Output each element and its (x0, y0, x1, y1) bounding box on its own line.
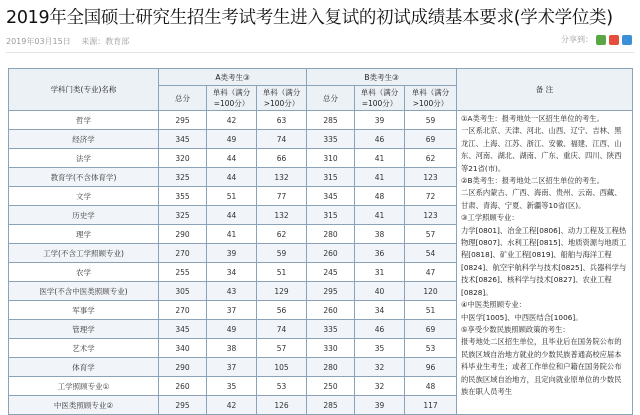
share-bar (561, 34, 632, 45)
b-total-cell: 280 (307, 358, 355, 377)
a-singlegt100-cell: 74 (257, 130, 307, 149)
subject-name: 哲学 (9, 111, 159, 130)
b-single100-cell: 40 (355, 282, 405, 301)
b-single100-cell: 39 (355, 396, 405, 415)
b-total-cell: 260 (307, 301, 355, 320)
b-single100-cell: 36 (355, 244, 405, 263)
b-single100-cell: 35 (355, 339, 405, 358)
subject-name: 医学(不含中医类照顾专业) (9, 282, 159, 301)
a-total-cell: 325 (159, 206, 207, 225)
b-single100-cell: 41 (355, 149, 405, 168)
b-total-cell: 285 (307, 396, 355, 415)
b-single100-cell: 48 (355, 187, 405, 206)
b-singlegt100-cell: 51 (405, 301, 457, 320)
a-single100-cell: 38 (207, 339, 257, 358)
table-row (9, 111, 633, 130)
note-line: 中医学[1005]、中西医结合[1006]。 (461, 312, 583, 322)
a-singlegt100-cell: 59 (257, 244, 307, 263)
subject-name: 法学 (9, 149, 159, 168)
b-total-cell: 310 (307, 149, 355, 168)
note-line: ①A类考生：报考地处一区招生单位的考生。 (461, 114, 604, 123)
subject-name: 历史学 (9, 206, 159, 225)
a-total-header: 总分 (159, 86, 207, 111)
b-total-cell: 335 (307, 320, 355, 339)
b-singlegt100-cell: 47 (405, 263, 457, 282)
note-line: ④中医类照顾专业： (461, 300, 526, 310)
b-singlegt100-cell: 59 (405, 111, 457, 130)
a-single100-cell: 34 (207, 263, 257, 282)
b-single100-cell: 41 (355, 206, 405, 225)
a-total-cell: 270 (159, 301, 207, 320)
subject-name: 管理学 (9, 320, 159, 339)
b-singlegt100-cell: 48 (405, 377, 457, 396)
a-singlegt100-cell: 74 (257, 320, 307, 339)
notes-header: 备 注 (457, 69, 633, 111)
weibo-share-icon[interactable] (609, 35, 619, 45)
qzone-share-icon[interactable] (622, 35, 632, 45)
note-line: ②B类考生：报考地处二区招生单位的考生。 (461, 176, 604, 186)
b-single100-cell: 38 (355, 225, 405, 244)
b-single100-cell: 31 (355, 263, 405, 282)
b-singlegt100-cell: 62 (405, 149, 457, 168)
subject-header: 学科门类(专业)名称 (9, 69, 159, 111)
a-total-cell: 270 (159, 244, 207, 263)
a-single100-cell: 44 (207, 206, 257, 225)
a-total-cell: 260 (159, 377, 207, 396)
a-singlegt100-cell: 63 (257, 111, 307, 130)
a-total-cell: 345 (159, 130, 207, 149)
subject-name: 农学 (9, 263, 159, 282)
a-total-cell: 295 (159, 396, 207, 415)
a-single100-cell: 39 (207, 244, 257, 263)
b-total-cell: 280 (307, 225, 355, 244)
a-total-cell: 345 (159, 320, 207, 339)
a-total-cell: 295 (159, 111, 207, 130)
a-singlegt100-header: 单科（满分>100分） (257, 86, 307, 111)
b-total-cell: 345 (307, 187, 355, 206)
a-total-cell: 290 (159, 225, 207, 244)
b-single100-cell: 34 (355, 301, 405, 320)
a-singlegt100-cell: 62 (257, 225, 307, 244)
a-single100-cell: 42 (207, 396, 257, 415)
a-singlegt100-cell: 129 (257, 282, 307, 301)
b-singlegt100-cell: 54 (405, 244, 457, 263)
a-total-cell: 340 (159, 339, 207, 358)
a-single100-cell: 51 (207, 187, 257, 206)
b-singlegt100-header: 单科（满分>100分） (405, 86, 457, 111)
a-single100-cell: 49 (207, 320, 257, 339)
a-single100-cell: 37 (207, 358, 257, 377)
subject-name: 理学 (9, 225, 159, 244)
subject-name: 教育学(不含体育学) (9, 168, 159, 187)
subject-name: 文学 (9, 187, 159, 206)
b-single100-cell: 39 (355, 111, 405, 130)
b-singlegt100-cell: 123 (405, 168, 457, 187)
b-total-cell: 285 (307, 111, 355, 130)
a-total-cell: 290 (159, 358, 207, 377)
b-singlegt100-cell: 117 (405, 396, 457, 415)
group-a-header: A类考生③ (159, 69, 307, 86)
note-line: 力学[0801]、冶金工程[0806]、动力工程及工程热物理[0807]、水利工程[0815]、地质资源与地质工程[0818]、矿业工程[0819]、船舶与海洋工程[0824]、航空宇航科学与技术[0825]、兵器科学与技术[0826]、核科学与技术[0827]、农业工程[0828]。 (461, 225, 627, 297)
a-single100-cell: 37 (207, 301, 257, 320)
a-singlegt100-cell: 53 (257, 377, 307, 396)
a-single100-cell: 44 (207, 168, 257, 187)
article-title: 2019年全国硕士研究生招生考试考生进入复试的初试成绩基本要求(学术学位类) (6, 8, 613, 28)
subject-name: 体育学 (9, 358, 159, 377)
b-singlegt100-cell: 69 (405, 130, 457, 149)
a-singlegt100-cell: 132 (257, 206, 307, 225)
share-label: 分享到： (561, 35, 593, 44)
a-single100-cell: 44 (207, 149, 257, 168)
article-meta (6, 36, 137, 47)
notes-cell (457, 111, 633, 415)
b-total-cell: 260 (307, 244, 355, 263)
a-total-cell: 320 (159, 149, 207, 168)
b-total-cell: 315 (307, 168, 355, 187)
note-line: 报考地处二区招生单位，且毕业后在国务院公布的民族区域自治地方就业的少数民族普通高校应届本科毕业生考生；或者工作单位和户籍在国务院公布的民族区域自治地方，且定向就业原单位的少数民族在职人员考生 (461, 337, 622, 396)
b-single100-header: 单科（满分=100分） (355, 86, 405, 111)
a-single100-header: 单科（满分=100分） (207, 86, 257, 111)
a-single100-cell: 41 (207, 225, 257, 244)
b-total-cell: 335 (307, 130, 355, 149)
a-single100-cell: 42 (207, 111, 257, 130)
a-singlegt100-cell: 77 (257, 187, 307, 206)
title-divider (6, 52, 634, 53)
a-total-cell: 355 (159, 187, 207, 206)
wechat-share-icon[interactable] (596, 35, 606, 45)
a-single100-cell: 49 (207, 130, 257, 149)
group-b-header: B类考生③ (307, 69, 457, 86)
article-source: 来源：教育部 (81, 37, 130, 46)
a-singlegt100-cell: 56 (257, 301, 307, 320)
a-singlegt100-cell: 126 (257, 396, 307, 415)
a-single100-cell: 43 (207, 282, 257, 301)
b-total-cell: 245 (307, 263, 355, 282)
a-total-cell: 305 (159, 282, 207, 301)
publish-date: 2019年03月15日 (6, 37, 71, 46)
note-line: 一区系北京、天津、河北、山西、辽宁、吉林、黑龙江、上海、江苏、浙江、安徽、福建、江西、山东、河南、湖北、湖南、广东、重庆、四川、陕西等21省(市)。 (461, 126, 622, 173)
b-total-cell: 330 (307, 339, 355, 358)
b-singlegt100-cell: 53 (405, 339, 457, 358)
b-singlegt100-cell: 69 (405, 320, 457, 339)
b-single100-cell: 32 (355, 358, 405, 377)
subject-name: 经济学 (9, 130, 159, 149)
subject-name: 工学(不含工学照顾专业) (9, 244, 159, 263)
b-singlegt100-cell: 96 (405, 358, 457, 377)
b-total-cell: 295 (307, 282, 355, 301)
subject-name: 艺术学 (9, 339, 159, 358)
note-line: ⑤享受少数民族照顾政策的考生： (461, 324, 570, 334)
b-singlegt100-cell: 57 (405, 225, 457, 244)
b-singlegt100-cell: 72 (405, 187, 457, 206)
a-total-cell: 255 (159, 263, 207, 282)
subject-name: 军事学 (9, 301, 159, 320)
note-line: ③工学照顾专业： (461, 213, 519, 223)
b-single100-cell: 46 (355, 130, 405, 149)
b-single100-cell: 46 (355, 320, 405, 339)
b-singlegt100-cell: 120 (405, 282, 457, 301)
a-singlegt100-cell: 66 (257, 149, 307, 168)
a-singlegt100-cell: 57 (257, 339, 307, 358)
a-singlegt100-cell: 132 (257, 168, 307, 187)
subject-name: 工学照顾专业① (9, 377, 159, 396)
note-line: 二区系内蒙古、广西、海南、贵州、云南、西藏、甘肃、青海、宁夏、新疆等10省(区)。 (461, 188, 622, 210)
a-single100-cell: 35 (207, 377, 257, 396)
a-singlegt100-cell: 51 (257, 263, 307, 282)
b-singlegt100-cell: 123 (405, 206, 457, 225)
b-total-header: 总分 (307, 86, 355, 111)
b-single100-cell: 32 (355, 377, 405, 396)
b-total-cell: 250 (307, 377, 355, 396)
subject-name: 中医类照顾专业② (9, 396, 159, 415)
b-single100-cell: 41 (355, 168, 405, 187)
score-table (8, 68, 633, 415)
a-singlegt100-cell: 105 (257, 358, 307, 377)
b-total-cell: 315 (307, 206, 355, 225)
a-total-cell: 325 (159, 168, 207, 187)
